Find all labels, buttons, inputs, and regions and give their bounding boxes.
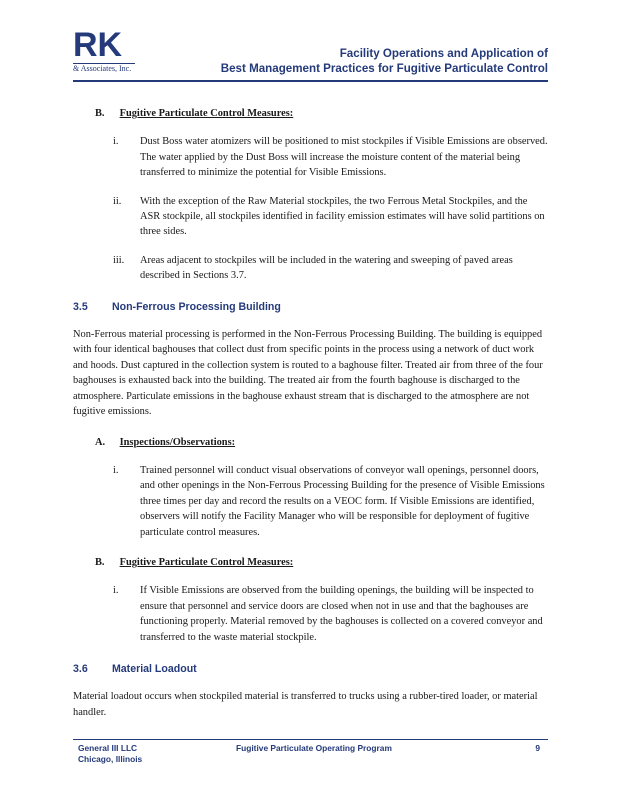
list-item-number: i.: [113, 585, 119, 597]
header-title-line2: Best Management Practices for Fugitive Particulate Control: [220, 62, 548, 75]
list-item-text: Areas adjacent to stockpiles will be included in the watering and sweeping of paved areas described in Sections 3.7.: [140, 254, 513, 282]
list-item-number: i.: [113, 464, 119, 476]
subsection-title: Inspections/Observations:: [119, 436, 236, 448]
list-item: [73, 583, 548, 645]
list-item: [73, 463, 548, 540]
list-item: [73, 194, 548, 240]
list-item-text: Trained personnel will conduct visual observations of conveyor wall openings, personnel doors, and other openings in the Non-Ferrous Processing Building for the presence of Visible Emissions three times per day and record the results on a VEOC form. If Visible Emissions are identified, observers will notify the Facility Manager who will be responsible for deployment of fugitive particulate control measures.: [140, 464, 545, 538]
list-item-number: ii.: [113, 195, 122, 207]
subsection-letter: B.: [95, 108, 105, 119]
list-item-number: iii.: [113, 254, 125, 266]
section-title: Non-Ferrous Processing Building: [111, 300, 281, 313]
subsection-letter: B.: [95, 556, 105, 568]
page-body: [73, 100, 548, 720]
section-title: Material Loadout: [111, 662, 197, 675]
section-number: 3.5: [73, 300, 88, 313]
page-header: [73, 28, 548, 82]
footer-left: [78, 743, 142, 765]
page-number: 9: [535, 743, 540, 753]
list-item-number: i.: [113, 136, 119, 148]
footer-program: Fugitive Particulate Operating Program: [236, 743, 392, 753]
list-item: [73, 134, 548, 180]
header-title: [221, 46, 548, 76]
list-item-text: Dust Boss water atomizers will be positioned to mist stockpiles if Visible Emissions are observed. The water applied by the Dust Boss will increase the moisture content of the material being transferred to minimize the potential for Visible Emissions.: [140, 136, 548, 179]
subsection-heading: [73, 435, 548, 450]
footer-location: Chicago, Illinois: [78, 754, 143, 764]
subsection-title: Fugitive Particulate Control Measures:: [119, 108, 294, 119]
header-divider: [73, 80, 548, 82]
header-title-line1: Facility Operations and Application of: [339, 47, 548, 60]
section-paragraph: Non-Ferrous material processing is performed in the Non-Ferrous Processing Building. The building is equipped with four identical baghouses that collect dust from specific points in the process using a network of duct work and hoods. Dust captured in the collection system is routed to a baghouse filter. Treated air from three of the four baghouses is exhausted back into the building. The treated air from the fourth baghouse is discharged to the atmosphere. Particulate emissions in the baghouse exhaust stream that is discharged to the atmosphere are not fugitive emissions.: [73, 329, 543, 418]
subsection-title: Fugitive Particulate Control Measures:: [119, 556, 294, 568]
list-item: [73, 253, 548, 284]
footer-divider: [73, 739, 548, 740]
section-heading: [73, 300, 548, 315]
section-paragraph: Material loadout occurs when stockpiled material is transferred to trucks using a rubber-tired loader, or material handler.: [73, 691, 538, 718]
section-number: 3.6: [73, 662, 88, 675]
logo-subtitle: & Associates, Inc.: [73, 63, 135, 73]
logo-mark: RK: [73, 26, 123, 64]
subsection-heading: [73, 106, 548, 121]
subsection-heading: [73, 555, 548, 570]
rk-logo: [73, 28, 137, 78]
footer-company: General III LLC: [78, 743, 138, 753]
subsection-letter: A.: [95, 436, 106, 448]
list-item-text: With the exception of the Raw Material stockpiles, the two Ferrous Metal Stockpiles, and the ASR stockpile, all stockpiles identified in facility emission estimates will have solid partitions on three sides.: [140, 195, 545, 238]
list-item-text: If Visible Emissions are observed from the building openings, the building will be inspected to ensure that personnel and service doors are closed when not in use and that the baghouses are functioning properly. Material removed by the baghouses is collected on a covered conveyor and transferred to the waste material stockpile.: [140, 585, 543, 643]
section-heading: [73, 662, 548, 677]
